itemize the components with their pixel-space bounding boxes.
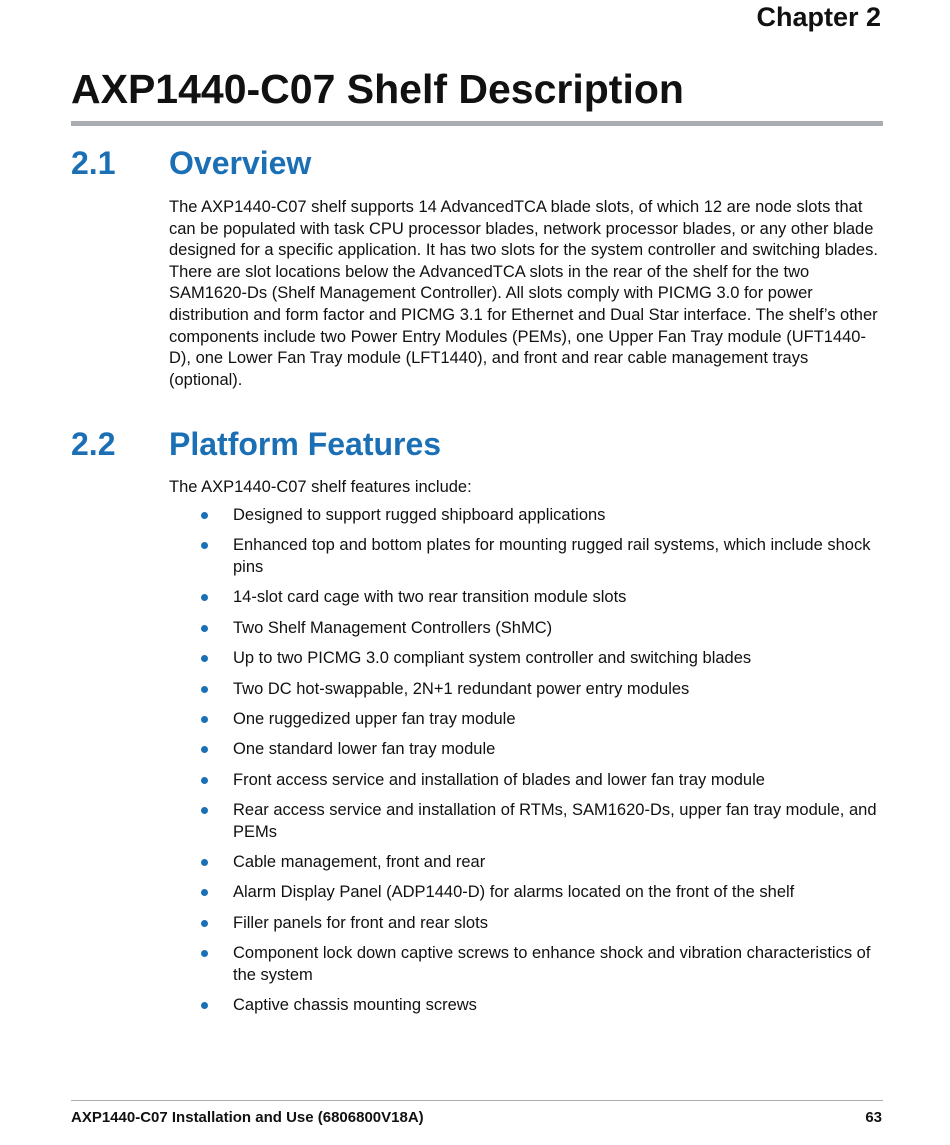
list-item [169, 648, 882, 670]
list-item [169, 679, 882, 701]
feature-text: 14-slot card cage with two rear transition module slots [233, 588, 627, 607]
list-item [169, 505, 882, 527]
bullet-icon [201, 625, 208, 632]
list-item [169, 587, 882, 609]
list-item [169, 995, 882, 1017]
section-heading-platform-features [71, 426, 441, 463]
feature-text: Up to two PICMG 3.0 compliant system controller and switching blades [233, 649, 752, 668]
feature-text: Enhanced top and bottom plates for mounting rugged rail systems, which include shock pins [233, 536, 871, 576]
feature-text: Filler panels for front and rear slots [233, 913, 488, 932]
bullet-icon [201, 716, 208, 723]
bullet-icon [201, 777, 208, 784]
list-item [169, 618, 882, 640]
footer-doc-title: AXP1440-C07 Installation and Use (6806800V18A) [71, 1109, 424, 1126]
page-number: 63 [865, 1109, 882, 1126]
bullet-icon [201, 889, 208, 896]
section-title: Platform Features [169, 426, 442, 462]
features-intro: The AXP1440-C07 shelf features include: [169, 478, 472, 496]
bullet-icon [201, 807, 208, 814]
list-item [169, 852, 882, 874]
bullet-icon [201, 920, 208, 927]
list-item [169, 739, 882, 761]
section-number: 2.1 [71, 145, 116, 181]
feature-text: One standard lower fan tray module [233, 740, 496, 759]
bullet-icon [201, 1002, 208, 1009]
list-item [169, 535, 882, 578]
feature-text: One ruggedized upper fan tray module [233, 709, 516, 728]
feature-text: Component lock down captive screws to enhance shock and vibration characteristics of the system [233, 944, 871, 984]
section-title: Overview [169, 145, 312, 181]
feature-text: Designed to support rugged shipboard applications [233, 506, 606, 524]
feature-text: Two Shelf Management Controllers (ShMC) [233, 618, 553, 637]
feature-list [169, 505, 882, 1026]
feature-text: Two DC hot-swappable, 2N+1 redundant power entry modules [233, 679, 690, 698]
page-title: AXP1440-C07 Shelf Description [71, 66, 684, 112]
section-heading-overview [71, 145, 311, 182]
bullet-icon [201, 950, 208, 957]
bullet-icon [201, 859, 208, 866]
overview-paragraph: The AXP1440-C07 shelf supports 14 AdvancedTCA blade slots, of which 12 are node slots that can be populated with task CPU processor blades, network processor blades, or any other blade designed for a specific application. It has two slots for the system controller and switching blades. There are slot locations below the AdvancedTCA slots in the rear of the shelf for the two SAM1620-Ds (Shelf Management Controller). All slots comply with PICMG 3.0 for power distribution and form factor and PICMG 3.1 for Ethernet and Dual Star interface. The shelf’s other components include two Power Entry Modules (PEMs), one Upper Fan Tray module (UFT1440-D), one Lower Fan Tray module (LFT1440), and front and rear cable management trays (optional). [169, 198, 878, 389]
list-item [169, 882, 882, 904]
bullet-icon [201, 655, 208, 662]
list-item [169, 709, 882, 731]
footer-rule [71, 1100, 883, 1101]
list-item [169, 943, 882, 986]
feature-text: Front access service and installation of blades and lower fan tray module [233, 770, 765, 789]
title-rule [71, 121, 883, 126]
bullet-icon [201, 594, 208, 601]
list-item [169, 800, 882, 843]
bullet-icon [201, 686, 208, 693]
list-item [169, 770, 882, 792]
bullet-icon [201, 746, 208, 753]
feature-text: Alarm Display Panel (ADP1440-D) for alarms located on the front of the shelf [233, 883, 795, 902]
bullet-icon [201, 542, 208, 549]
section-number: 2.2 [71, 426, 116, 462]
feature-text: Cable management, front and rear [233, 853, 486, 872]
feature-text: Rear access service and installation of RTMs, SAM1620-Ds, upper fan tray module, and PEMs [233, 801, 877, 841]
chapter-label: Chapter 2 [756, 2, 881, 32]
list-item [169, 913, 882, 935]
feature-text: Captive chassis mounting screws [233, 996, 477, 1015]
bullet-icon [201, 512, 208, 519]
